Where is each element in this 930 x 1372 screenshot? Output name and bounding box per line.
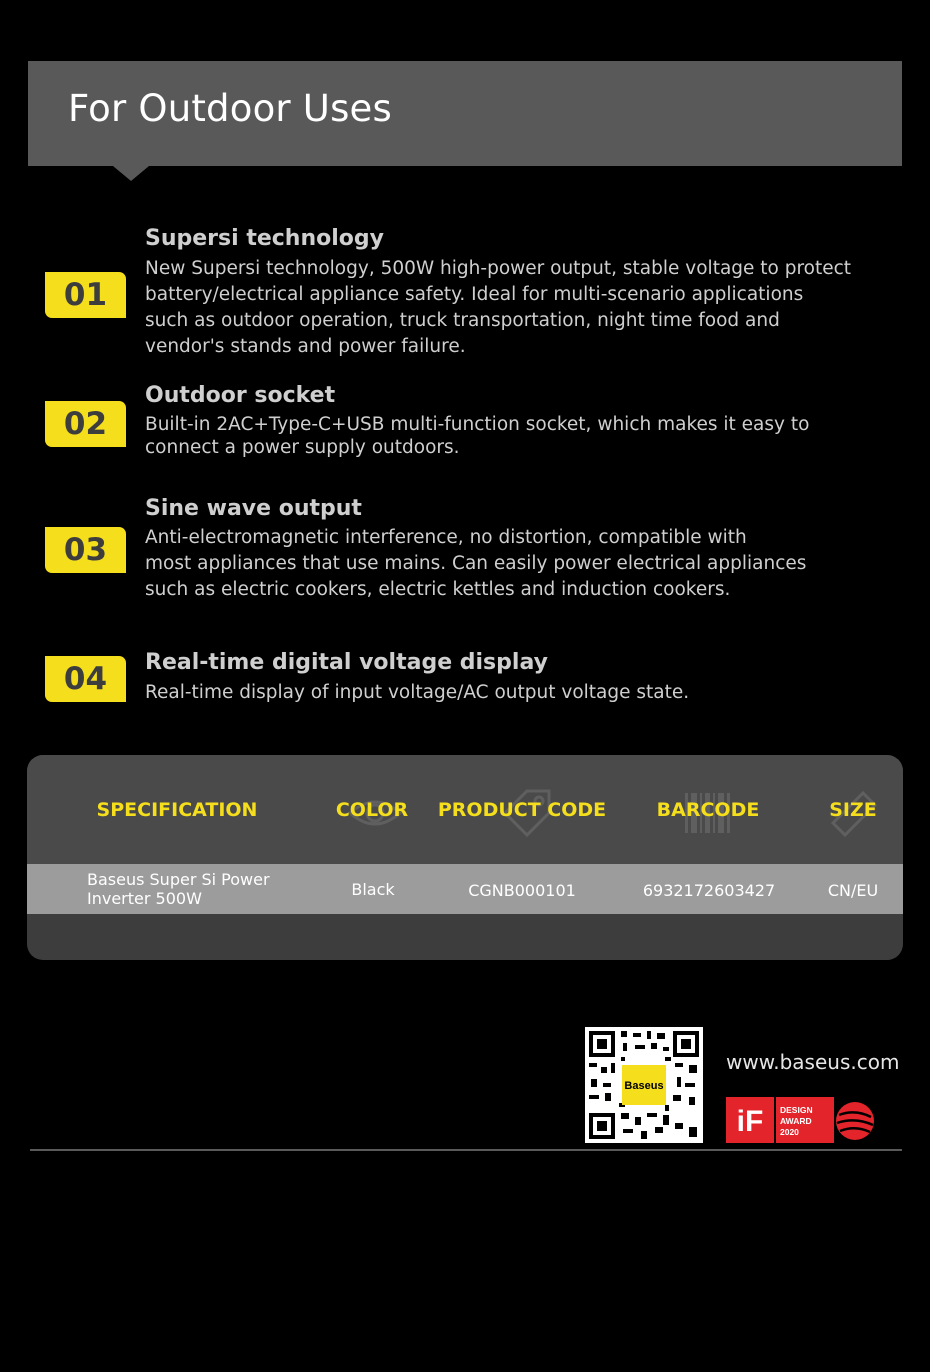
feature-description xyxy=(145,525,806,603)
feature-number-badge: 01 xyxy=(45,272,126,318)
description-line: connect a power supply outdoors. xyxy=(145,437,460,458)
spec-table-header xyxy=(27,755,903,864)
if-logo-text: iF xyxy=(736,1105,764,1138)
cell-product-code: CGNB000101 xyxy=(468,881,576,900)
description-line: vendor's stands and power failure. xyxy=(145,336,466,357)
column-header-color: COLOR xyxy=(335,799,409,821)
qr-code xyxy=(585,1027,703,1143)
description-line: New Supersi technology, 500W high-power output, stable voltage to protect xyxy=(145,258,852,279)
description-line: most appliances that use mains. Can easily power electrical appliances xyxy=(145,553,807,574)
award-line: 2020 xyxy=(780,1127,799,1137)
cell-specification-line: Baseus Super Si Power xyxy=(87,870,270,889)
description-line: such as outdoor operation, truck transportation, night time food and xyxy=(145,310,780,331)
award-line: DESIGN xyxy=(780,1105,813,1115)
description-line: Built-in 2AC+Type-C+USB multi-function socket, which makes it easy to xyxy=(145,414,810,435)
cell-specification-line: Inverter 500W xyxy=(87,889,202,908)
spec-table xyxy=(27,755,903,960)
column-header-product-code: PRODUCT CODE xyxy=(437,799,607,821)
feature-title: Supersi technology xyxy=(145,226,384,251)
section-title: For Outdoor Uses xyxy=(68,87,392,130)
column-header-specification: SPECIFICATION xyxy=(96,799,258,821)
qr-logo-text: Baseus xyxy=(624,1080,664,1092)
column-header-barcode: BARCODE xyxy=(656,799,760,821)
feature-description xyxy=(145,413,809,459)
section-header xyxy=(28,61,902,166)
qr-code-graphic xyxy=(585,1027,703,1143)
website-link[interactable]: www.baseus.com xyxy=(726,1050,900,1074)
feature-number-badge: 04 xyxy=(45,656,126,702)
cell-color: Black xyxy=(351,880,395,899)
feature-description xyxy=(145,680,689,706)
red-dot-award-icon xyxy=(833,1099,877,1143)
column-header-size: SIZE xyxy=(829,799,877,821)
feature-title: Outdoor socket xyxy=(145,383,336,408)
feature-title: Sine wave output xyxy=(145,496,362,521)
description-line: Anti-electromagnetic interference, no distortion, compatible with xyxy=(145,527,747,548)
cell-specification xyxy=(87,870,270,908)
footer-divider xyxy=(30,1149,902,1151)
description-line: battery/electrical appliance safety. Ideal for multi-scenario applications xyxy=(145,284,804,305)
award-line: AWARD xyxy=(780,1116,812,1126)
header-pointer xyxy=(113,166,149,181)
if-design-award-logo xyxy=(726,1097,834,1143)
table-row xyxy=(27,864,903,914)
description-line: Real-time display of input voltage/AC output voltage state. xyxy=(145,682,690,703)
description-line: such as electric cookers, electric kettles and induction cookers. xyxy=(145,579,731,600)
feature-title: Real-time digital voltage display xyxy=(145,650,548,675)
cell-barcode: 6932172603427 xyxy=(642,881,776,900)
feature-number-badge: 03 xyxy=(45,527,126,573)
feature-number-badge: 02 xyxy=(45,401,126,447)
feature-description xyxy=(145,256,851,360)
cell-size: CN/EU xyxy=(827,881,879,900)
